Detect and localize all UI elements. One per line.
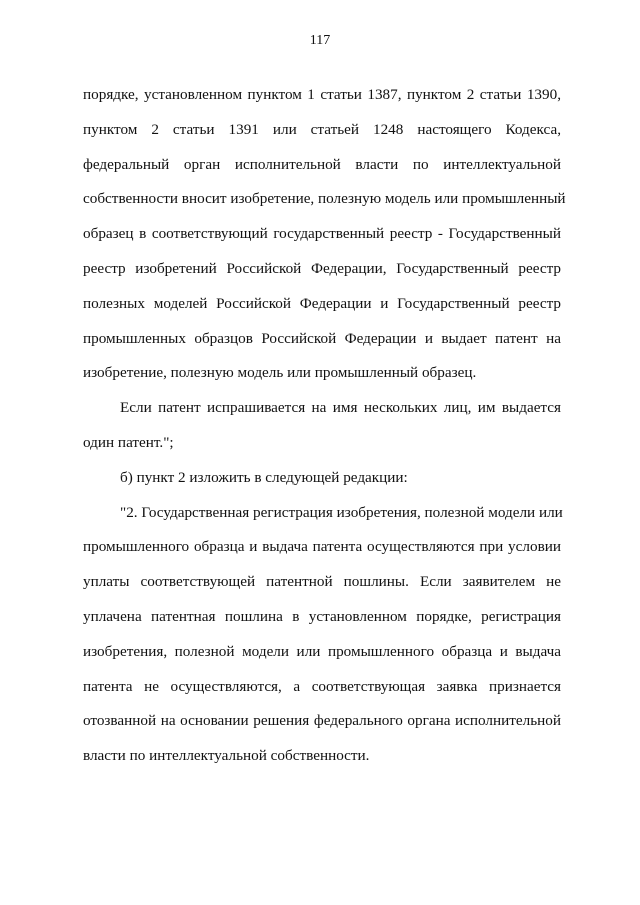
text-line: уплачена патентная пошлина в установленном порядке, регистрация bbox=[83, 607, 561, 625]
paragraph-several-persons bbox=[83, 391, 561, 461]
text-line: пунктом 2 статьи 1391 или статьей 1248 настоящего Кодекса, bbox=[83, 120, 561, 138]
text-line: уплаты соответствующей патентной пошлины. Если заявителем не bbox=[83, 573, 561, 591]
text-line: федеральный орган исполнительной власти по интеллектуальной bbox=[83, 155, 561, 173]
text-line: власти по интеллектуальной собственности. bbox=[83, 747, 370, 765]
paragraph-item-b bbox=[83, 461, 561, 496]
text-line: изобретение, полезную модель или промышленный образец. bbox=[83, 364, 477, 382]
paragraph-clause-2 bbox=[83, 496, 561, 774]
document-body bbox=[83, 78, 566, 774]
text-line: полезных моделей Российской Федерации и Государственный реестр bbox=[83, 294, 561, 312]
text-line: "2. Государственная регистрация изобретения, полезной модели или bbox=[120, 503, 563, 521]
text-line: порядке, установленном пунктом 1 статьи 1387, пунктом 2 статьи 1390, bbox=[83, 86, 561, 103]
paragraph-registration-procedure bbox=[83, 78, 566, 391]
text-line: промышленного образца и выдача патента осуществляются при условии bbox=[83, 538, 561, 556]
text-line: образец в соответствующий государственный реестр - Государственный bbox=[83, 225, 561, 243]
text-line: реестр изобретений Российской Федерации, Государственный реестр bbox=[83, 259, 561, 277]
text-line: один патент."; bbox=[83, 433, 174, 451]
text-line: Если патент испрашивается на имя нескольких лиц, им выдается bbox=[120, 399, 561, 417]
text-line: промышленных образцов Российской Федерации и выдает патент на bbox=[83, 329, 561, 347]
text-line: патента не осуществляются, а соответствующая заявка признается bbox=[83, 677, 561, 695]
text-line: собственности вносит изобретение, полезную модель или промышленный bbox=[83, 190, 566, 208]
text-line: отозванной на основании решения федерального органа исполнительной bbox=[83, 712, 561, 730]
page-number: 117 bbox=[309, 33, 331, 48]
text-line: б) пункт 2 изложить в следующей редакции: bbox=[120, 468, 408, 486]
text-line: изобретения, полезной модели или промышленного образца и выдача bbox=[83, 642, 561, 660]
